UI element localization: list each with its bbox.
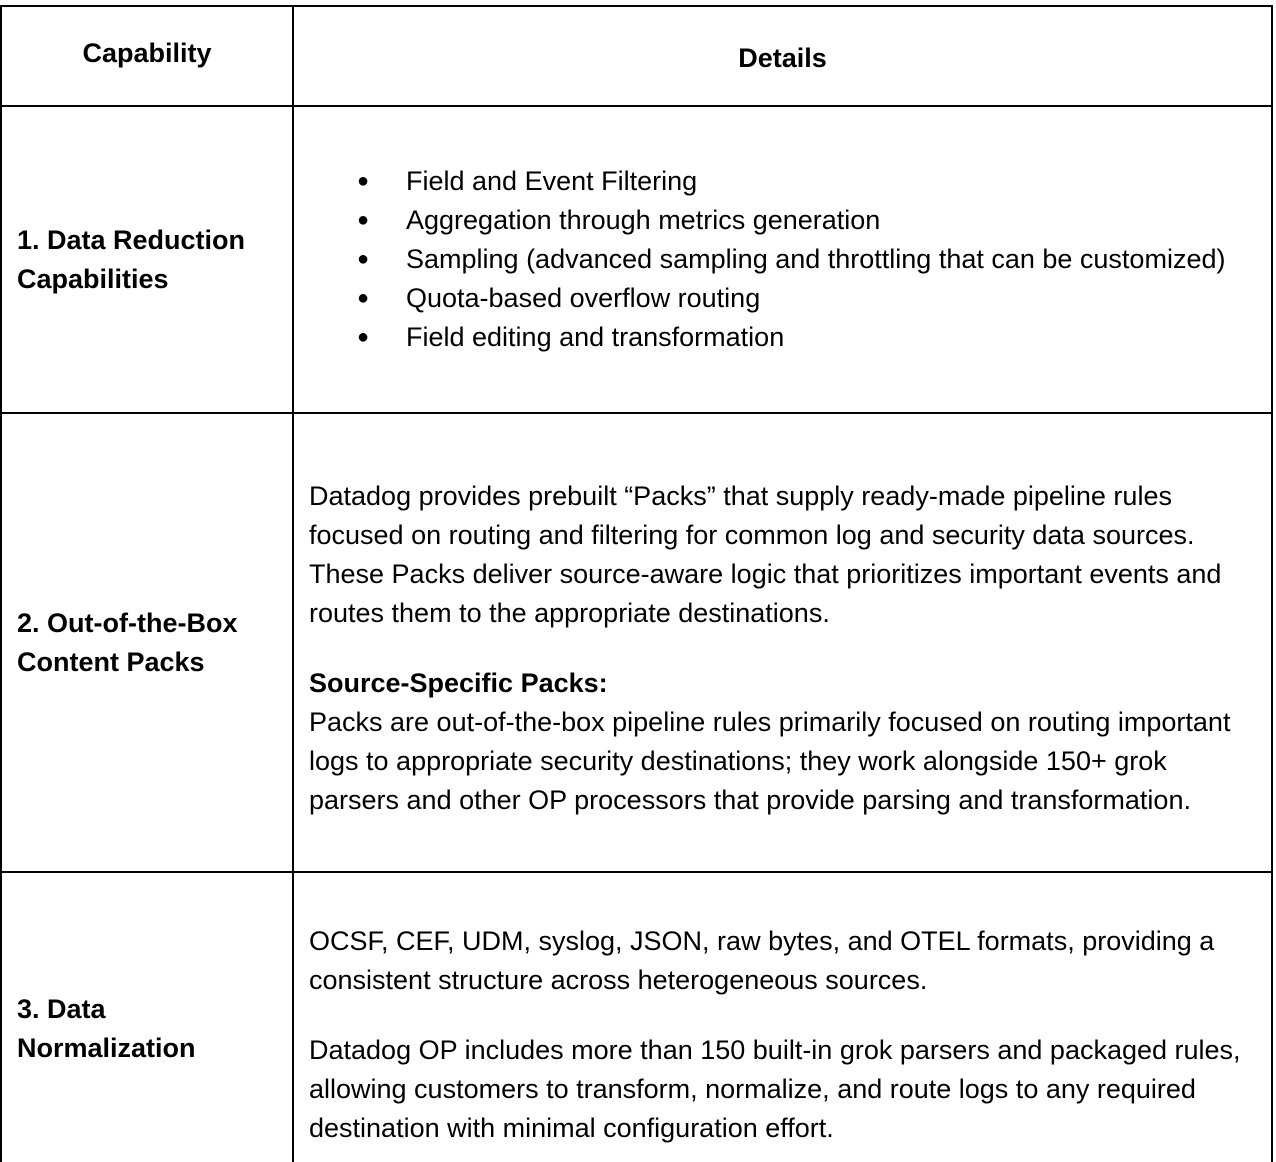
list-item	[349, 318, 1251, 357]
list-item	[349, 240, 1251, 279]
bullet-icon: ●	[357, 326, 370, 348]
bullet-icon: ●	[357, 170, 370, 192]
bullet-icon: ●	[357, 209, 370, 231]
source-specific-heading: Source-Specific Packs:	[309, 668, 608, 698]
capabilities-table	[0, 5, 1273, 1162]
bullet-text: Quota-based overflow routing	[406, 283, 761, 313]
details-cell-content-packs	[293, 413, 1272, 872]
table-row	[1, 106, 1272, 413]
capability-line: 3. Data	[17, 994, 106, 1024]
list-item	[349, 201, 1251, 240]
bullet-text: Field and Event Filtering	[406, 166, 698, 196]
bullet-text: Aggregation through metrics generation	[406, 205, 881, 235]
packs-intro-paragraph: Datadog provides prebuilt “Packs” that supply ready-made pipeline rules focused on routing and filtering for common log and security data sources. These Packs deliver source-aware logic that prioritizes important events and routes them to the appropriate destinations.	[309, 481, 1222, 628]
source-specific-paragraph: Packs are out-of-the-box pipeline rules primarily focused on routing important logs to appropriate security destinations; they work alongside 150+ grok parsers and other OP processors that provide parsing and transformation.	[309, 707, 1231, 815]
bullet-text: Sampling (advanced sampling and throttling that can be customized)	[406, 244, 1226, 274]
table-header-row	[1, 6, 1272, 106]
details-cell-data-reduction	[293, 106, 1272, 413]
capability-line: 1. Data Reduction	[17, 224, 246, 255]
reduction-bullet-list	[294, 162, 1271, 357]
bullet-icon: ●	[357, 248, 370, 270]
capability-cell-normalization	[1, 872, 293, 1162]
capability-cell-content-packs	[1, 413, 293, 872]
source-specific-block	[309, 664, 1257, 820]
bullet-text: Field editing and transformation	[406, 322, 785, 352]
list-item	[349, 279, 1251, 318]
table-row	[1, 872, 1272, 1162]
capability-line: Normalization	[17, 1033, 196, 1063]
capability-line: Capabilities	[17, 263, 169, 294]
capability-line: Content Packs	[17, 646, 205, 677]
table-row	[1, 413, 1272, 872]
formats-paragraph: OCSF, CEF, UDM, syslog, JSON, raw bytes, and OTEL formats, providing a consistent structure across heterogeneous sources.	[309, 926, 1215, 995]
details-cell-normalization	[293, 872, 1272, 1162]
grok-parsers-paragraph: Datadog OP includes more than 150 built-in grok parsers and packaged rules, allowing customers to transform, normalize, and route logs to any required destination with minimal configuration effort.	[309, 1035, 1241, 1143]
list-item	[349, 162, 1251, 201]
capability-cell-data-reduction	[1, 106, 293, 413]
header-details: Details	[293, 6, 1272, 106]
capability-line: 2. Out-of-the-Box	[17, 607, 238, 638]
bullet-icon: ●	[357, 287, 370, 309]
header-capability: Capability	[1, 6, 293, 106]
